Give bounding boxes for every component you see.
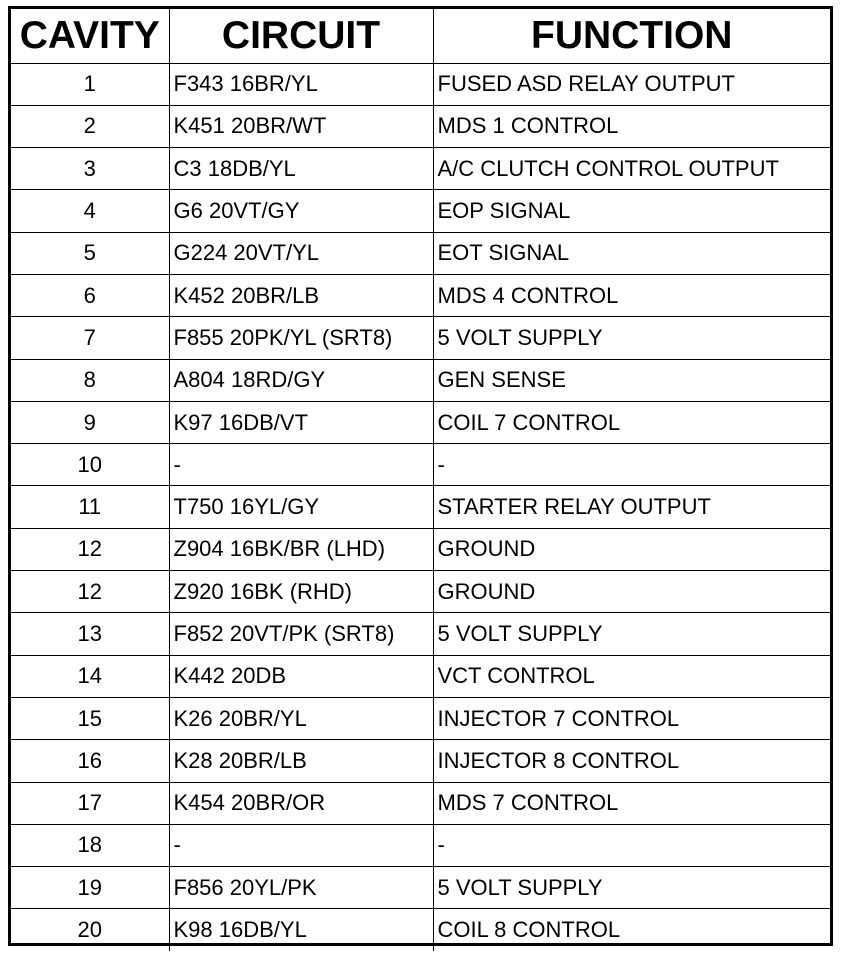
table-row (11, 909, 830, 951)
circuit-cell: C3 18DB/YL (169, 148, 433, 190)
circuit-cell: G224 20VT/YL (169, 232, 433, 274)
cavity-cell: 18 (11, 824, 169, 866)
circuit-cell: F855 20PK/YL (SRT8) (169, 317, 433, 359)
function-cell: MDS 4 CONTROL (433, 274, 830, 316)
cavity-cell: 14 (11, 655, 169, 697)
circuit-cell: - (169, 824, 433, 866)
table-row (11, 486, 830, 528)
header-row (11, 9, 830, 63)
function-cell: INJECTOR 7 CONTROL (433, 697, 830, 739)
table-row (11, 63, 830, 105)
table-row (11, 655, 830, 697)
cavity-cell: 8 (11, 359, 169, 401)
cavity-cell: 15 (11, 697, 169, 739)
table-row (11, 571, 830, 613)
table-header (11, 9, 830, 63)
cavity-cell: 7 (11, 317, 169, 359)
circuit-cell: K28 20BR/LB (169, 740, 433, 782)
cavity-cell: 20 (11, 909, 169, 951)
function-cell: GROUND (433, 528, 830, 570)
function-cell: - (433, 824, 830, 866)
cavity-column-header: CAVITY (11, 9, 169, 63)
function-cell: 5 VOLT SUPPLY (433, 867, 830, 909)
cavity-cell: 3 (11, 148, 169, 190)
table-row (11, 867, 830, 909)
circuit-cell: F343 16BR/YL (169, 63, 433, 105)
function-column-header: FUNCTION (433, 9, 830, 63)
function-cell: 5 VOLT SUPPLY (433, 613, 830, 655)
table-row (11, 528, 830, 570)
cavity-cell: 5 (11, 232, 169, 274)
table-body (11, 63, 830, 951)
circuit-cell: G6 20VT/GY (169, 190, 433, 232)
circuit-cell: F852 20VT/PK (SRT8) (169, 613, 433, 655)
cavity-cell: 9 (11, 401, 169, 443)
table-row (11, 148, 830, 190)
circuit-cell: Z920 16BK (RHD) (169, 571, 433, 613)
table-row (11, 444, 830, 486)
table-row (11, 740, 830, 782)
cavity-cell: 13 (11, 613, 169, 655)
cavity-cell: 16 (11, 740, 169, 782)
circuit-cell: - (169, 444, 433, 486)
table-row (11, 697, 830, 739)
function-cell: STARTER RELAY OUTPUT (433, 486, 830, 528)
function-cell: MDS 1 CONTROL (433, 105, 830, 147)
cavity-cell: 6 (11, 274, 169, 316)
function-cell: - (433, 444, 830, 486)
table-row (11, 401, 830, 443)
cavity-cell: 17 (11, 782, 169, 824)
function-cell: EOP SIGNAL (433, 190, 830, 232)
function-cell: 5 VOLT SUPPLY (433, 317, 830, 359)
function-cell: FUSED ASD RELAY OUTPUT (433, 63, 830, 105)
circuit-cell: K26 20BR/YL (169, 697, 433, 739)
table-row (11, 782, 830, 824)
table-row (11, 359, 830, 401)
cavity-cell: 4 (11, 190, 169, 232)
function-cell: COIL 8 CONTROL (433, 909, 830, 951)
function-cell: MDS 7 CONTROL (433, 782, 830, 824)
function-cell: COIL 7 CONTROL (433, 401, 830, 443)
cavity-cell: 12 (11, 571, 169, 613)
cavity-cell: 1 (11, 63, 169, 105)
cavity-cell: 10 (11, 444, 169, 486)
function-cell: EOT SIGNAL (433, 232, 830, 274)
circuit-column-header: CIRCUIT (169, 9, 433, 63)
connector-pinout-table (11, 9, 830, 951)
function-cell: GROUND (433, 571, 830, 613)
table-row (11, 190, 830, 232)
circuit-cell: K454 20BR/OR (169, 782, 433, 824)
cavity-cell: 19 (11, 867, 169, 909)
circuit-cell: T750 16YL/GY (169, 486, 433, 528)
table-row (11, 613, 830, 655)
circuit-cell: A804 18RD/GY (169, 359, 433, 401)
function-cell: INJECTOR 8 CONTROL (433, 740, 830, 782)
table-row (11, 105, 830, 147)
table-row (11, 232, 830, 274)
cavity-cell: 12 (11, 528, 169, 570)
circuit-cell: Z904 16BK/BR (LHD) (169, 528, 433, 570)
cavity-cell: 11 (11, 486, 169, 528)
function-cell: VCT CONTROL (433, 655, 830, 697)
table-row (11, 274, 830, 316)
table-row (11, 317, 830, 359)
connector-pinout-table-frame (8, 6, 833, 946)
cavity-cell: 2 (11, 105, 169, 147)
circuit-cell: K451 20BR/WT (169, 105, 433, 147)
function-cell: GEN SENSE (433, 359, 830, 401)
table-row (11, 824, 830, 866)
function-cell: A/C CLUTCH CONTROL OUTPUT (433, 148, 830, 190)
circuit-cell: F856 20YL/PK (169, 867, 433, 909)
circuit-cell: K97 16DB/VT (169, 401, 433, 443)
circuit-cell: K452 20BR/LB (169, 274, 433, 316)
circuit-cell: K442 20DB (169, 655, 433, 697)
circuit-cell: K98 16DB/YL (169, 909, 433, 951)
